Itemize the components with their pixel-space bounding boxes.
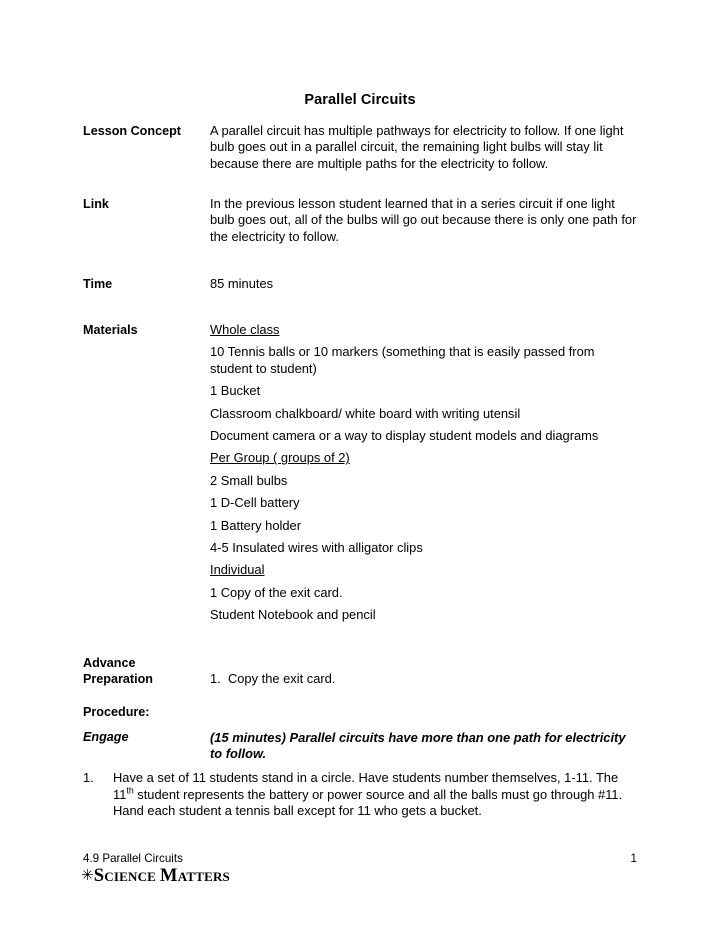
- materials-item: [210, 540, 637, 556]
- section-time: [83, 276, 637, 292]
- link-paragraph: In the previous lesson student learned that in a series circuit if one light bulb goes out, all of the bulbs will go out because there is only one path for the electricity to follow.: [210, 196, 637, 244]
- time-paragraph: 85 minutes: [210, 276, 274, 291]
- materials-item-label: 2 Small bulbs: [210, 472, 288, 488]
- logo-word-matters: Matters: [160, 866, 230, 886]
- materials-item: [210, 406, 637, 422]
- engage-text: (15 minutes) Parallel circuits have more than one path for electricity to follow.: [210, 730, 626, 762]
- science-matters-logo: [81, 866, 234, 887]
- procedure-step-1: [83, 770, 639, 820]
- footer-page-number: 1: [630, 852, 637, 865]
- time-value: [210, 276, 637, 292]
- procedure-step-1-part2: student represents the battery or power source and all the balls must go through #11. Hand each student a tennis ball except for 11 who gets a bucket.: [113, 786, 623, 819]
- materials-item-label: Student Notebook and pencil: [210, 607, 376, 623]
- section-advance-preparation: [83, 655, 637, 687]
- advance-preparation-item-text: Copy the exit card.: [227, 671, 336, 686]
- materials-list: [210, 322, 637, 624]
- procedure-heading: Procedure:: [83, 705, 150, 719]
- materials-item-label: 1 Battery holder: [210, 517, 302, 533]
- advance-preparation-label-line2: Preparation: [83, 672, 153, 687]
- materials-item: [210, 495, 637, 511]
- engage-label: Engage: [83, 730, 129, 744]
- materials-item-label: Document camera or a way to display student models and diagrams: [210, 428, 599, 444]
- lesson-concept-text: [210, 123, 637, 172]
- logo-word-science: Science: [93, 866, 157, 886]
- materials-item-label: Classroom chalkboard/ white board with writing utensil: [210, 405, 521, 421]
- section-link: [83, 196, 637, 245]
- section-lesson-concept: [83, 123, 637, 172]
- materials-item-label: Individual: [210, 562, 265, 578]
- link-label: Link: [83, 197, 109, 211]
- materials-item-label: 1 D-Cell battery: [210, 495, 300, 511]
- materials-item-label: 10 Tennis balls or 10 markers (something that is easily passed from student to student): [210, 344, 595, 376]
- procedure-engage-row: [83, 730, 637, 763]
- materials-item: [210, 607, 637, 623]
- page-title: Parallel Circuits: [304, 92, 416, 108]
- materials-item-label: Per Group ( groups of 2): [210, 450, 350, 466]
- materials-group-heading: [210, 450, 637, 466]
- advance-preparation-label: [83, 655, 205, 687]
- materials-item: [210, 344, 637, 377]
- advance-preparation-item: [210, 671, 637, 687]
- asterisk-icon: ✳: [81, 866, 94, 884]
- link-text: [210, 196, 637, 245]
- procedure-step-1-superscript: th: [126, 785, 134, 796]
- materials-item: [210, 383, 637, 399]
- materials-item: [210, 518, 637, 534]
- materials-item: [210, 428, 637, 444]
- materials-item-label: 4-5 Insulated wires with alligator clips: [210, 540, 423, 556]
- footer-title: 4.9 Parallel Circuits: [83, 852, 183, 865]
- procedure-step-1-number: 1.: [83, 770, 94, 785]
- materials-label: Materials: [83, 323, 138, 337]
- procedure-step-1-text: [113, 770, 639, 820]
- advance-preparation-label-line1: Advance: [83, 656, 136, 670]
- materials-item: [210, 585, 637, 601]
- advance-preparation-item-number: 1.: [210, 671, 221, 686]
- materials-group-heading: [210, 322, 637, 338]
- procedure-step-1-part1: Have a set of 11 students stand in a circle. Have students number themselves, 1-11. The 11: [113, 770, 619, 802]
- time-label: Time: [83, 277, 113, 291]
- materials-item: [210, 473, 637, 489]
- materials-item-label: Whole class: [210, 322, 280, 337]
- materials-group-heading: [210, 562, 637, 578]
- advance-preparation-body: [210, 655, 637, 687]
- lesson-concept-paragraph: A parallel circuit has multiple pathways for electricity to follow. If one light bulb goes out in a parallel circuit, the remaining light bulbs will stay lit because there are multiple paths for the electricity to follow.: [210, 123, 624, 171]
- materials-item-label: 1 Copy of the exit card.: [210, 584, 343, 600]
- materials-item-label: 1 Bucket: [210, 383, 261, 399]
- lesson-concept-label: Lesson Concept: [83, 124, 181, 138]
- section-materials: [83, 322, 637, 624]
